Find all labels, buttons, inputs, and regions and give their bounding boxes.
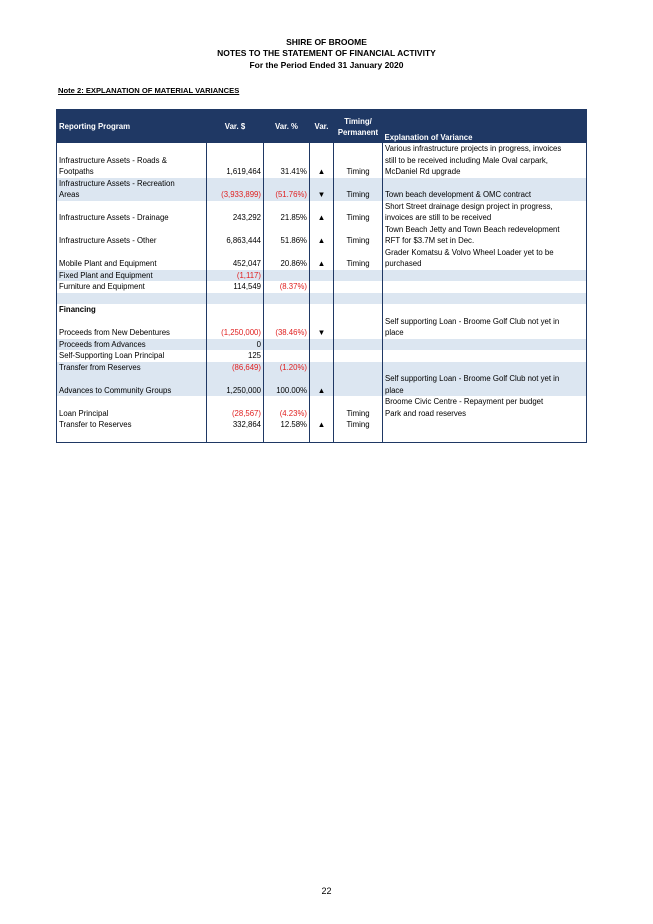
row-var-pct: 12.58% — [264, 419, 310, 431]
row-var-arrow — [310, 431, 334, 443]
row-explanation — [383, 178, 587, 190]
row-program — [57, 224, 207, 236]
row-explanation: Various infrastructure projects in progress, invoices — [385, 144, 562, 153]
row-var-arrow: ▲ — [310, 235, 334, 247]
header-var: Var. — [310, 110, 334, 144]
row-var-pct: (1.20%) — [264, 362, 310, 374]
row-explanation: place — [383, 385, 587, 397]
row-program: Financing — [57, 304, 207, 316]
row-explanation: Town Beach Jetty and Town Beach redevelopment — [385, 224, 560, 234]
row-explanation: Short Street drainage design project in progress, — [385, 201, 553, 211]
table-header-row — [57, 110, 587, 144]
row-var-arrow — [310, 316, 334, 328]
header-reporting-program: Reporting Program — [57, 110, 207, 144]
table-row — [57, 178, 587, 190]
row-timing: Timing — [334, 258, 383, 270]
row-timing — [334, 281, 383, 293]
row-explanation — [383, 431, 587, 443]
row-var-pct: 31.41% — [264, 166, 310, 178]
row-explanation: Grader Komatsu & Volvo Wheel Loader yet to be — [385, 247, 554, 257]
row-var-pct — [264, 316, 310, 328]
table-row — [57, 373, 587, 385]
row-program: Proceeds from Advances — [57, 339, 207, 351]
row-program — [57, 431, 207, 443]
row-var-pct — [264, 293, 310, 305]
table-row — [57, 247, 587, 259]
row-var-amount: (3,933,899) — [207, 189, 264, 201]
row-var-amount: 332,864 — [207, 419, 264, 431]
row-var-arrow — [310, 396, 334, 408]
row-program: Furniture and Equipment — [57, 281, 207, 293]
row-var-arrow: ▲ — [310, 385, 334, 397]
table-row — [57, 270, 587, 282]
table-row — [57, 419, 587, 431]
table-row — [57, 189, 587, 201]
row-var-arrow — [310, 281, 334, 293]
row-timing — [334, 316, 383, 328]
row-var-pct — [264, 396, 310, 408]
row-explanation: purchased — [385, 259, 422, 268]
table-row — [57, 293, 587, 305]
row-program: Transfer to Reserves — [57, 419, 207, 431]
row-var-amount — [207, 373, 264, 385]
row-var-arrow: ▲ — [310, 166, 334, 178]
row-explanation: McDaniel Rd upgrade — [385, 167, 461, 176]
row-var-arrow — [310, 155, 334, 167]
row-var-pct: 100.00% — [264, 385, 310, 397]
row-program: Self-Supporting Loan Principal — [57, 350, 207, 362]
table-row — [57, 316, 587, 328]
row-var-amount: 1,250,000 — [207, 385, 264, 397]
row-var-pct: (8.37%) — [264, 281, 310, 293]
row-var-amount — [207, 316, 264, 328]
header-timing — [334, 110, 383, 144]
header-explanation: Explanation of Variance — [383, 110, 587, 144]
row-var-amount: 1,619,464 — [207, 166, 264, 178]
table-row — [57, 339, 587, 351]
row-timing: Timing — [334, 419, 383, 431]
row-var-arrow — [310, 350, 334, 362]
row-timing: Timing — [334, 166, 383, 178]
row-var-pct — [264, 201, 310, 213]
row-timing — [334, 327, 383, 339]
row-timing: Timing — [334, 235, 383, 247]
row-timing — [334, 304, 383, 316]
page-number: 22 — [321, 886, 332, 896]
row-timing — [334, 373, 383, 385]
row-program — [57, 293, 207, 305]
row-explanation — [383, 350, 587, 362]
row-var-amount — [207, 155, 264, 167]
table-row — [57, 327, 587, 339]
row-var-pct — [264, 178, 310, 190]
row-program — [57, 201, 207, 213]
row-timing — [334, 143, 383, 155]
row-program — [57, 316, 207, 328]
row-var-pct: 21.85% — [264, 212, 310, 224]
row-var-arrow — [310, 408, 334, 420]
row-var-amount — [207, 224, 264, 236]
table-row — [57, 408, 587, 420]
row-var-pct — [264, 247, 310, 259]
row-var-pct — [264, 373, 310, 385]
row-explanation: Self supporting Loan - Broome Golf Club not yet in — [383, 373, 587, 385]
row-var-arrow — [310, 293, 334, 305]
table-row — [57, 155, 587, 167]
table-row — [57, 350, 587, 362]
row-var-pct — [264, 339, 310, 351]
row-var-amount — [207, 293, 264, 305]
row-program: Infrastructure Assets - Drainage — [57, 212, 207, 224]
row-program: Proceeds from New Debentures — [57, 327, 207, 339]
row-var-arrow: ▼ — [310, 327, 334, 339]
row-var-amount: 452,047 — [207, 258, 264, 270]
row-var-pct — [264, 350, 310, 362]
row-var-pct — [264, 155, 310, 167]
row-var-pct: (4.23%) — [264, 408, 310, 420]
row-var-amount: 6,863,444 — [207, 235, 264, 247]
row-timing: Timing — [334, 408, 383, 420]
row-var-arrow — [310, 201, 334, 213]
row-var-amount: (1,117) — [207, 270, 264, 282]
row-timing — [334, 431, 383, 443]
row-explanation — [383, 304, 587, 316]
row-var-amount — [207, 304, 264, 316]
row-timing — [334, 201, 383, 213]
row-program: Infrastructure Assets - Other — [57, 235, 207, 247]
row-var-amount — [207, 396, 264, 408]
table-row — [57, 396, 587, 408]
row-var-arrow — [310, 270, 334, 282]
row-timing — [334, 396, 383, 408]
row-program: Infrastructure Assets - Roads & — [57, 155, 207, 167]
row-var-amount: 125 — [207, 350, 264, 362]
row-var-arrow — [310, 304, 334, 316]
row-var-arrow — [310, 339, 334, 351]
row-explanation: Town beach development & OMC contract — [383, 189, 587, 201]
row-explanation: RFT for $3.7M set in Dec. — [385, 236, 475, 245]
row-explanation — [383, 362, 587, 374]
header-timing-line2: Permanent — [337, 127, 379, 137]
row-explanation — [383, 339, 587, 351]
row-var-arrow: ▼ — [310, 189, 334, 201]
table-row — [57, 235, 587, 247]
row-var-amount — [207, 178, 264, 190]
row-explanation — [383, 281, 587, 293]
row-var-amount: 243,292 — [207, 212, 264, 224]
table-row — [57, 304, 587, 316]
row-explanation: Park and road reserves — [385, 408, 467, 418]
row-var-arrow: ▲ — [310, 258, 334, 270]
row-timing — [334, 350, 383, 362]
row-timing — [334, 247, 383, 259]
table-row — [57, 362, 587, 374]
row-var-arrow — [310, 373, 334, 385]
table-body — [57, 143, 587, 443]
row-timing — [334, 362, 383, 374]
row-timing — [334, 293, 383, 305]
row-var-pct: 20.86% — [264, 258, 310, 270]
material-variances-table — [56, 109, 587, 443]
row-timing — [334, 270, 383, 282]
row-var-arrow — [310, 178, 334, 190]
row-var-arrow — [310, 362, 334, 374]
row-var-amount: (28,567) — [207, 408, 264, 420]
row-var-amount — [207, 247, 264, 259]
row-timing — [334, 339, 383, 351]
report-entity-title: SHIRE OF BROOME — [286, 37, 367, 47]
row-timing: Timing — [334, 189, 383, 201]
row-timing: Timing — [334, 212, 383, 224]
table-row — [57, 281, 587, 293]
table-row — [57, 143, 587, 155]
report-period: For the Period Ended 31 January 2020 — [249, 60, 404, 70]
table-row — [57, 431, 587, 443]
row-program — [57, 247, 207, 259]
table-row — [57, 201, 587, 213]
row-var-pct — [264, 224, 310, 236]
row-var-amount — [207, 431, 264, 443]
row-var-arrow — [310, 224, 334, 236]
row-program — [57, 396, 207, 408]
table-row — [57, 166, 587, 178]
row-explanation: invoices are still to be received — [385, 213, 492, 222]
row-explanation — [383, 293, 587, 305]
row-explanation: Broome Civic Centre - Repayment per budget — [385, 397, 544, 406]
row-var-pct — [264, 431, 310, 443]
row-timing — [334, 178, 383, 190]
row-program: Loan Principal — [57, 408, 207, 420]
report-subtitle: NOTES TO THE STATEMENT OF FINANCIAL ACTIVITY — [217, 48, 436, 58]
row-var-amount — [207, 201, 264, 213]
row-timing — [334, 385, 383, 397]
row-var-amount — [207, 143, 264, 155]
row-var-pct: (51.76%) — [264, 189, 310, 201]
table-row — [57, 385, 587, 397]
header-timing-line1: Timing/ — [344, 116, 372, 126]
row-var-arrow: ▲ — [310, 419, 334, 431]
row-var-amount: 114,549 — [207, 281, 264, 293]
row-explanation: Self supporting Loan - Broome Golf Club not yet in — [385, 316, 560, 326]
row-program: Footpaths — [57, 166, 207, 178]
row-var-pct — [264, 270, 310, 282]
row-program: Advances to Community Groups — [57, 385, 207, 397]
row-timing — [334, 224, 383, 236]
table-row — [57, 212, 587, 224]
row-explanation: place — [385, 328, 404, 337]
table-row — [57, 224, 587, 236]
row-program: Infrastructure Assets - Recreation — [57, 178, 207, 190]
row-timing — [334, 155, 383, 167]
row-program — [57, 143, 207, 155]
row-var-amount: 0 — [207, 339, 264, 351]
row-program — [57, 373, 207, 385]
row-var-arrow — [310, 143, 334, 155]
header-var-pct: Var. % — [264, 110, 310, 144]
row-program: Mobile Plant and Equipment — [57, 258, 207, 270]
row-explanation: still to be received including Male Oval carpark, — [385, 155, 548, 165]
table-row — [57, 258, 587, 270]
row-var-pct: 51.86% — [264, 235, 310, 247]
row-var-amount: (86,649) — [207, 362, 264, 374]
row-var-pct — [264, 143, 310, 155]
row-var-arrow: ▲ — [310, 212, 334, 224]
header-var-amount: Var. $ — [207, 110, 264, 144]
row-var-amount: (1,250,000) — [207, 327, 264, 339]
note-title: Note 2: EXPLANATION OF MATERIAL VARIANCES — [58, 86, 240, 95]
row-program: Transfer from Reserves — [57, 362, 207, 374]
row-explanation — [383, 419, 587, 431]
row-program: Areas — [57, 189, 207, 201]
row-var-pct — [264, 304, 310, 316]
row-explanation — [383, 270, 587, 282]
row-program: Fixed Plant and Equipment — [57, 270, 207, 282]
row-var-pct: (38.46%) — [264, 327, 310, 339]
row-var-arrow — [310, 247, 334, 259]
